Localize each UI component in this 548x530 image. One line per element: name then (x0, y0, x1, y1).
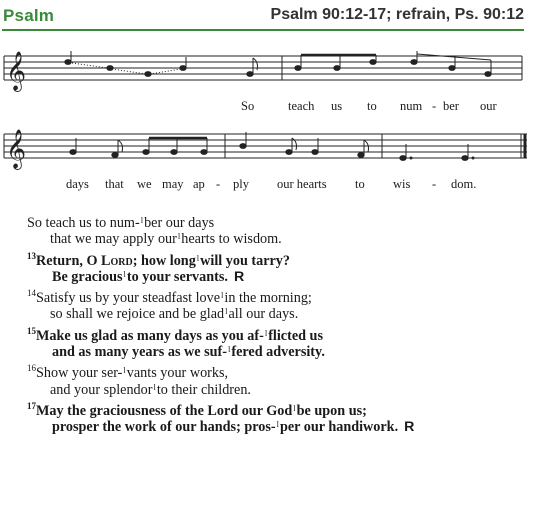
psalm-line (27, 285, 527, 306)
verse-number: 17 (27, 400, 36, 411)
pointing-mark: ˡ (123, 365, 126, 382)
psalm-line (27, 248, 527, 269)
header-divider (2, 29, 524, 31)
psalm-segment: prosper the work of our hands; pros- (52, 419, 276, 436)
verse-number: 13 (27, 250, 36, 261)
psalm-line (27, 269, 527, 285)
lyric-syllable: may (162, 177, 184, 191)
psalm-segment: Show your ser- (36, 365, 123, 382)
psalm-segment: be upon us; (296, 402, 367, 419)
psalm-segment: in the morning; (224, 290, 312, 307)
pointing-mark: ˡ (153, 381, 156, 398)
psalm-segment: all our days. (228, 306, 299, 323)
psalm-segment: Return, O (36, 252, 102, 269)
lyric-syllable: dom. (451, 177, 477, 191)
lyric-syllable: num (400, 99, 423, 113)
psalm-segment: flicted us (268, 327, 323, 344)
music-staff-2 (0, 128, 548, 178)
lyric-syllable: to (355, 177, 365, 191)
psalm-segment: ber our days (144, 215, 215, 231)
psalm-line (27, 306, 527, 322)
treble-clef-icon: 𝄞 (6, 51, 27, 91)
psalm-line (27, 231, 527, 247)
psalm-line (27, 323, 527, 344)
pointing-mark: ˡ (177, 231, 181, 248)
scripture-reference: Psalm 90:12-17; refrain, Ps. 90:12 (270, 6, 524, 23)
lyric-hyphen: - (432, 177, 437, 191)
psalm-segment: and your splendor (50, 381, 153, 398)
pointing-mark: ˡ (264, 327, 268, 344)
psalm-segment: Make us glad as many days as you af- (36, 327, 264, 344)
psalm-segment: to their children. (156, 381, 251, 398)
psalm-segment: per our handiwork. (279, 419, 399, 436)
pointing-mark: ˡ (225, 306, 228, 323)
lyric-syllable: to (367, 99, 377, 113)
lyric-syllable: teach (288, 99, 315, 113)
lyric-syllable: that (105, 177, 124, 191)
header (0, 0, 548, 30)
psalm-segment: So teach us to num- (27, 215, 140, 231)
pointing-mark: ˡ (276, 419, 279, 436)
lyric-syllable: wis (393, 177, 411, 191)
psalm-text (27, 215, 527, 436)
lyric-syllable: ply (233, 177, 249, 191)
lyric-hyphen: - (216, 177, 221, 191)
lyric-syllable: our (480, 99, 497, 113)
psalm-segment: fered adversity. (231, 344, 325, 361)
psalm-line (27, 344, 527, 360)
pointing-mark: ˡ (140, 215, 144, 231)
lyric-syllable: So (241, 99, 255, 113)
pointing-mark: ˡ (123, 268, 126, 285)
refrain-mark: R (404, 419, 415, 436)
psalm-line (27, 419, 527, 435)
psalm-segment: Lord (101, 252, 133, 269)
psalm-line (27, 215, 527, 231)
pointing-mark: ˡ (196, 252, 200, 269)
pointing-mark: ˡ (221, 290, 224, 307)
lyric-syllable: ap (193, 177, 205, 191)
music-staff-1 (0, 50, 548, 100)
lyric-syllable: days (66, 177, 89, 191)
psalm-segment: Be gracious (52, 268, 123, 285)
psalm-segment: will you tarry? (200, 252, 290, 269)
verse-number: 15 (27, 325, 36, 336)
psalm-line (27, 382, 527, 398)
psalm-line (27, 398, 527, 419)
verse-number: 14 (27, 288, 36, 299)
lyric-syllable: ber (443, 99, 459, 113)
psalm-line (27, 360, 527, 381)
psalm-segment: so shall we rejoice and be glad (50, 306, 225, 323)
pointing-mark: ˡ (293, 402, 296, 419)
lyric-syllable: us (331, 99, 343, 113)
lyric-syllable: our hearts (277, 177, 327, 191)
psalm-segment: May the graciousness of the Lord our God (36, 402, 293, 419)
lyric-hyphen: - (432, 99, 437, 113)
psalm-segment: Satisfy us by your steadfast love (36, 290, 221, 307)
psalm-segment: vants your works, (126, 365, 229, 382)
treble-clef-icon: 𝄞 (6, 129, 27, 169)
psalm-segment: that we may apply our (50, 231, 177, 248)
psalm-segment: and as many years as we suf- (52, 344, 227, 361)
psalm-segment: hearts to wisdom. (181, 231, 282, 248)
pointing-mark: ˡ (228, 344, 231, 361)
psalm-segment: ; how long (132, 252, 196, 269)
verse-number: 16 (27, 363, 36, 374)
section-title: Psalm (3, 6, 55, 25)
refrain-mark: R (233, 268, 245, 285)
lyric-syllable: we (137, 177, 152, 191)
psalm-segment: to your servants. (126, 268, 228, 285)
